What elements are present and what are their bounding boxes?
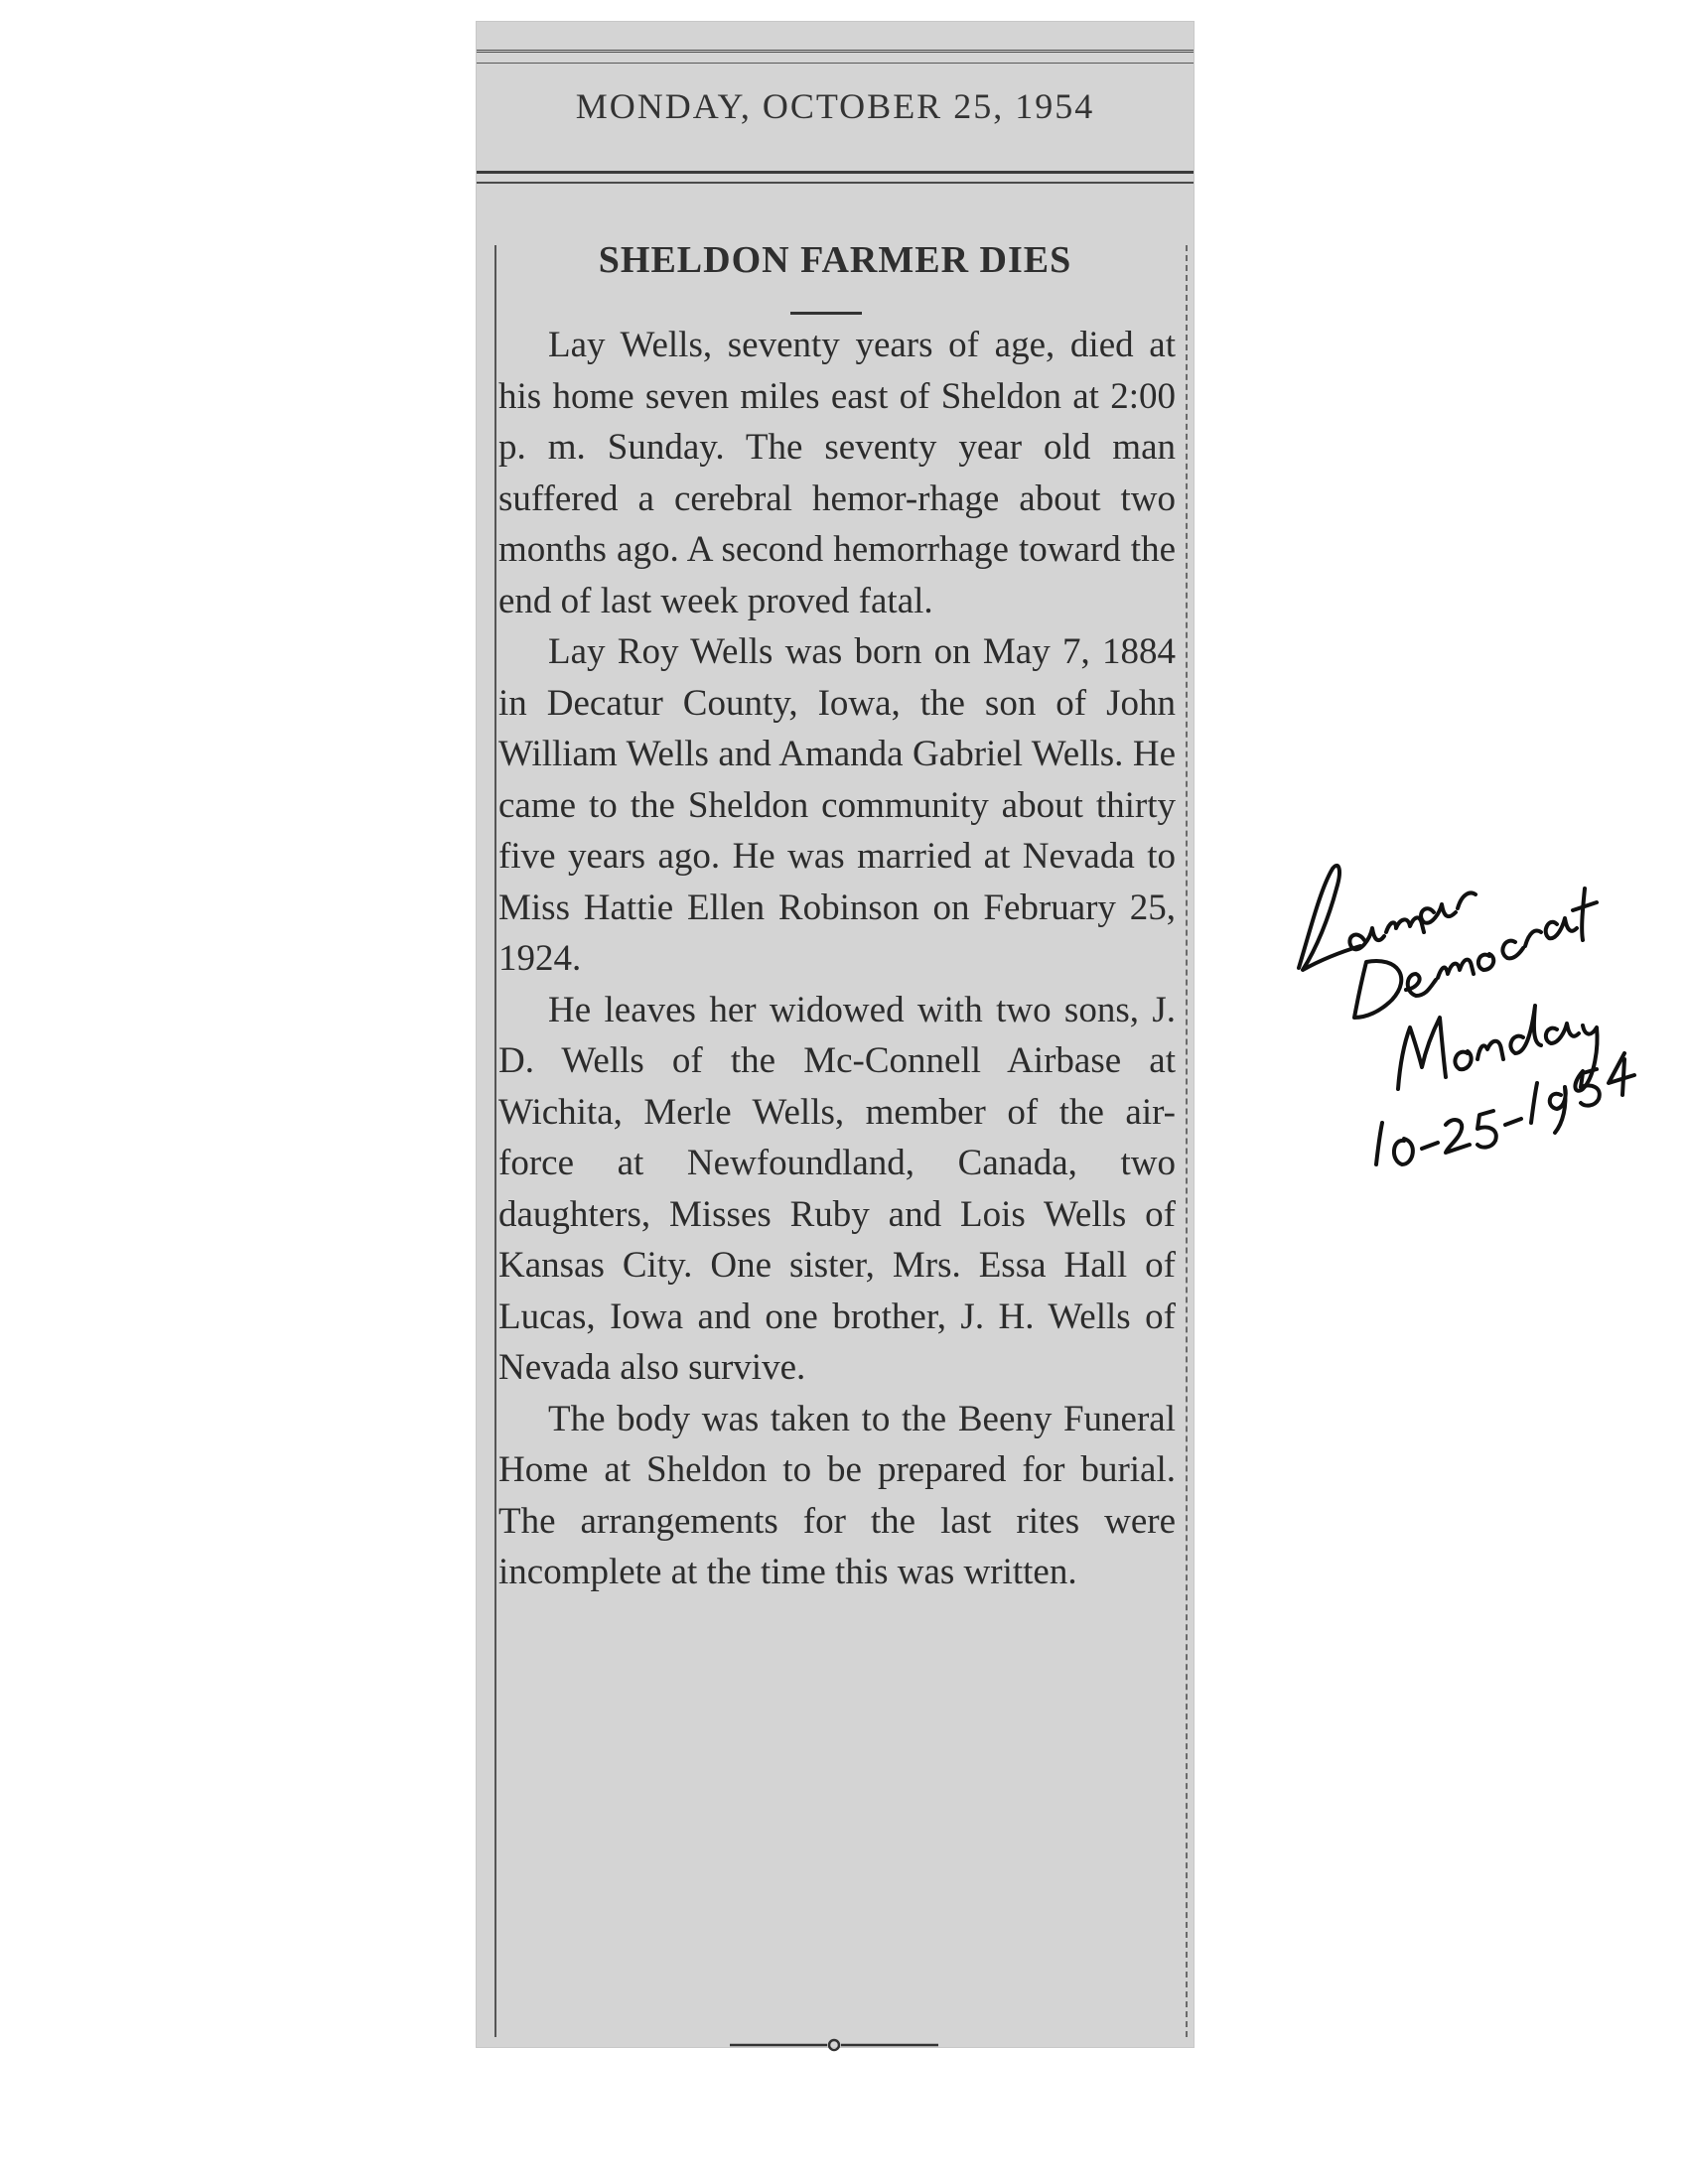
handwritten-annotation (1281, 829, 1658, 1206)
header-rule (477, 171, 1194, 184)
article-body (498, 320, 1176, 1598)
article-paragraph-3: He leaves her widowed with two sons, J. D. Wells of the Mc-Connell Airbase at Wichita, Merle Wells, member of the air-force at Newfoundland, Canada, two daughters, Misses Ruby and Lois Wells of Kansas City. One sister, Mrs. Essa Hall of Lucas, Iowa and one brother, J. H. Wells of Nevada also survive. (498, 989, 1176, 1388)
headline-dash (790, 312, 862, 315)
top-rule (477, 50, 1194, 64)
article-paragraph-2: Lay Roy Wells was born on May 7, 1884 in Decatur County, Iowa, the son of John William Wells and Amanda Gabriel Wells. He came to the Sheldon community about thirty five years ago. He was married at Nevada to Miss Hattie Ellen Robinson on February 25, 1924. (498, 631, 1176, 979)
end-mark-icon (730, 2035, 938, 2055)
column-rule-left (494, 245, 496, 2037)
headline: SHELDON FARMER DIES (598, 239, 1072, 281)
article-paragraph-1: Lay Wells, seventy years of age, died at his home seven miles east of Sheldon at 2:00 p. m. Sunday. The seventy year old man suffered a cerebral hemor-rhage about two months ago. A second hemorrhage toward the end of last week proved fatal. (498, 325, 1176, 621)
column-rule-right (1186, 245, 1188, 2037)
article-paragraph-4: The body was taken to the Beeny Funeral Home at Sheldon to be prepared for burial. The arrangements for the last rites were incomplete at the time this was written. (498, 1398, 1176, 1592)
newspaper-clipping (477, 22, 1194, 2047)
dateline: MONDAY, OCTOBER 25, 1954 (575, 86, 1095, 126)
